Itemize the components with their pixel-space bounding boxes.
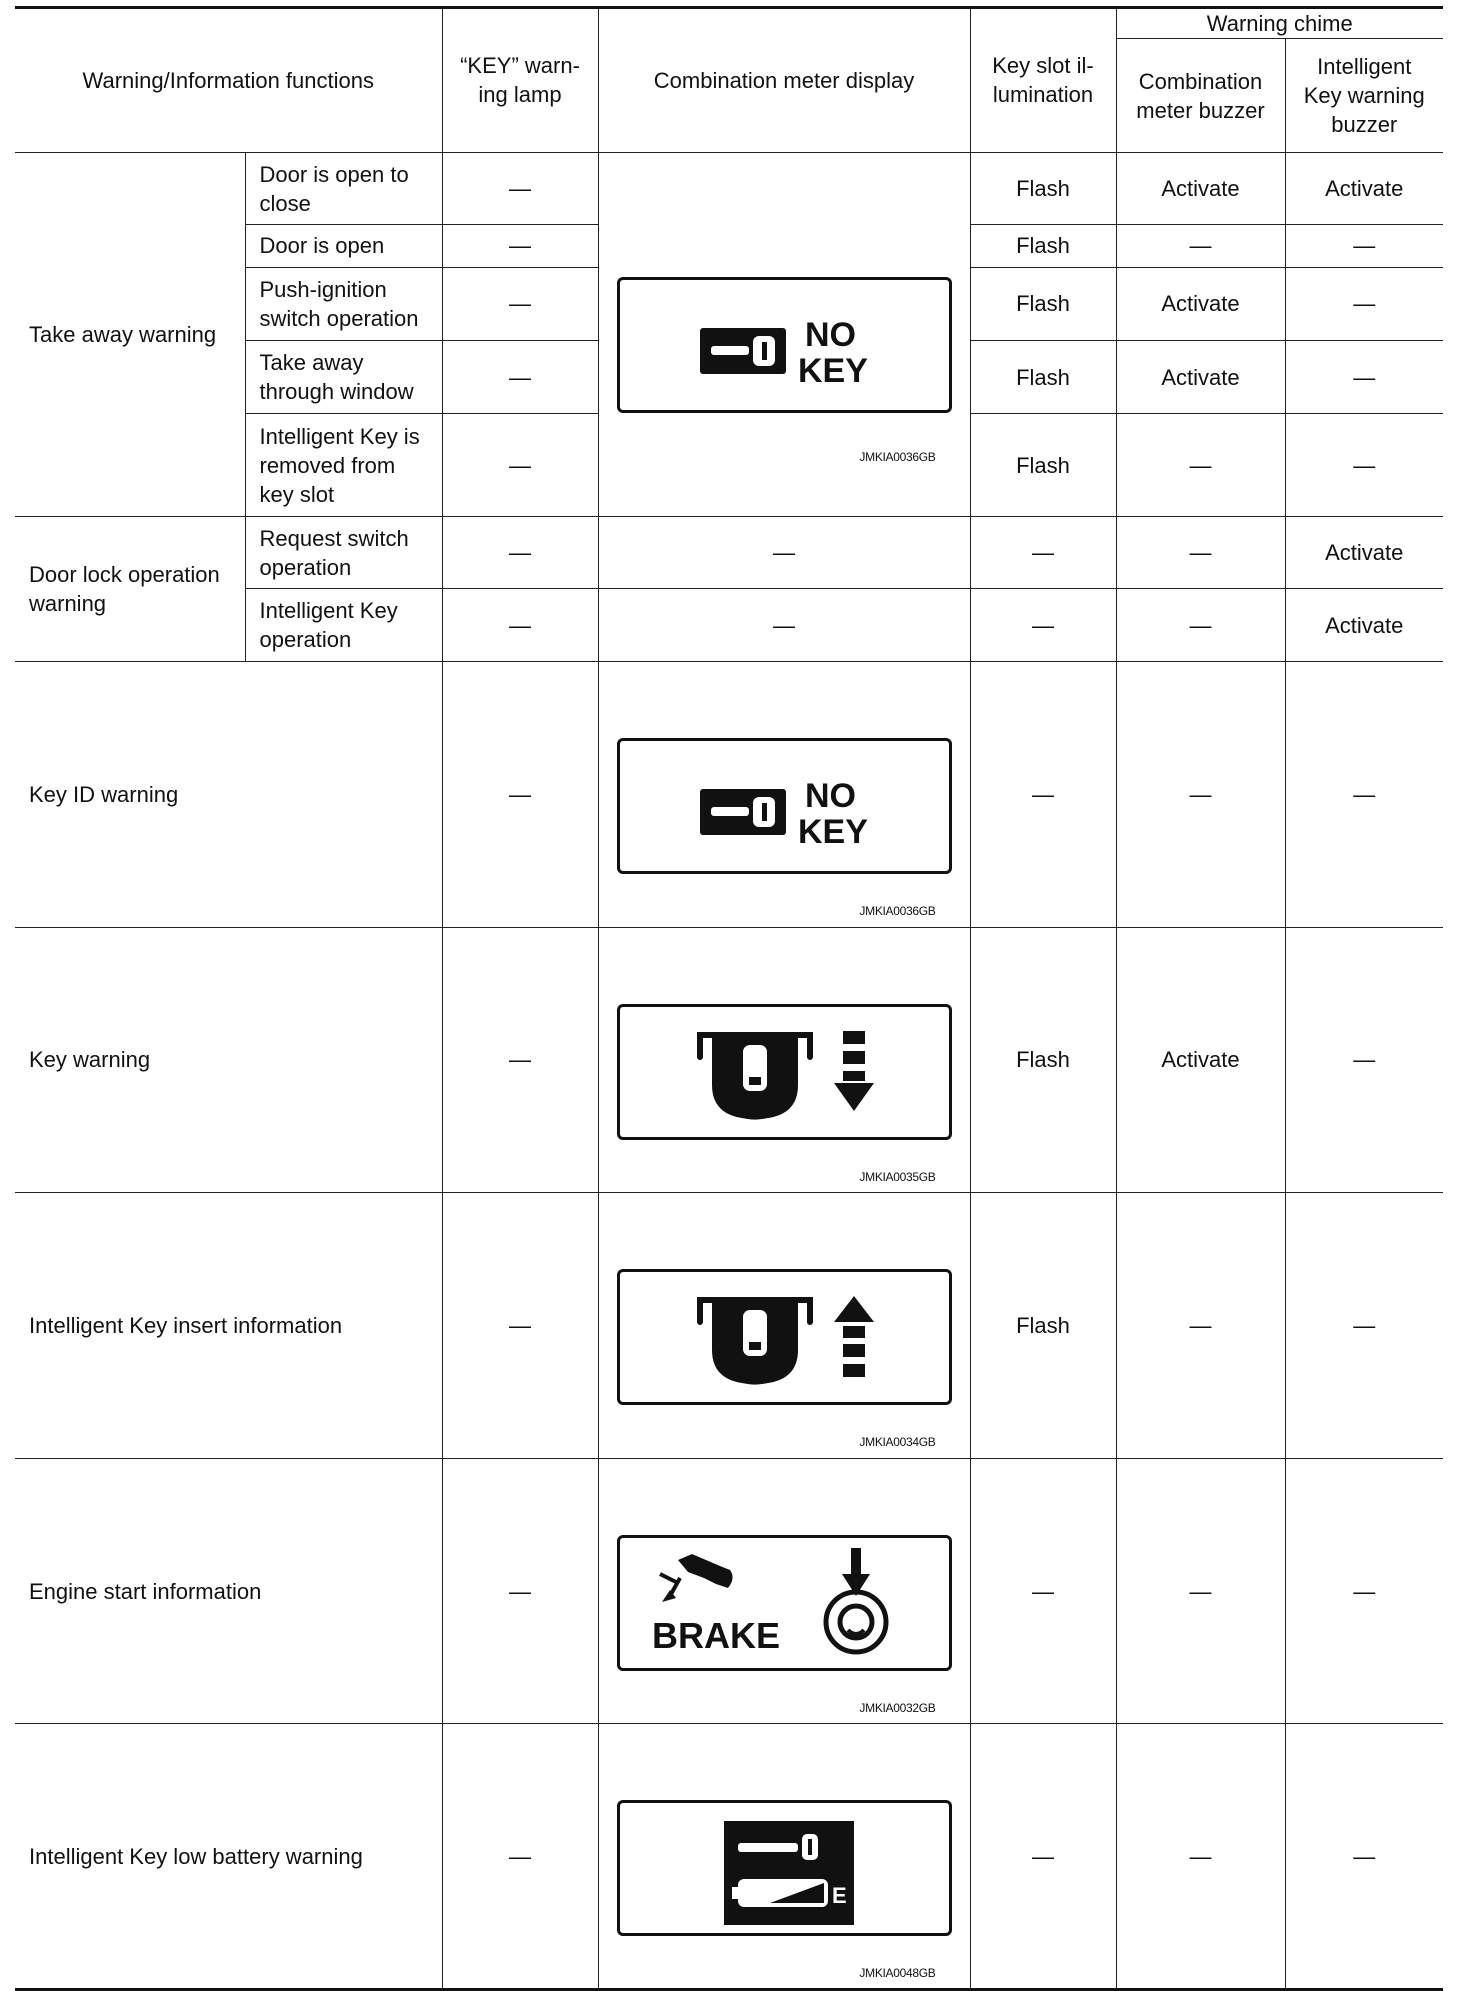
- ik-buzzer-cell: —: [1285, 267, 1443, 340]
- function-cell: Key warning: [15, 927, 442, 1193]
- lamp-cell: —: [442, 1458, 598, 1724]
- slot-cell: —: [970, 517, 1116, 589]
- table-row: [15, 661, 1443, 927]
- group-door-lock: Door lock operation warning: [15, 517, 245, 662]
- slot-cell: —: [970, 1724, 1116, 1990]
- table-row: [15, 1193, 1443, 1459]
- meter-buzzer-cell: —: [1116, 589, 1285, 661]
- header-key-lamp: “KEY” warn-ing lamp: [442, 8, 598, 153]
- no-key-icon: [620, 280, 949, 410]
- slot-cell: Flash: [970, 927, 1116, 1193]
- slot-cell: Flash: [970, 1193, 1116, 1459]
- figure-code: JMKIA0036GB: [859, 903, 936, 918]
- function-cell: Engine start information: [15, 1458, 442, 1724]
- meter-display-panel: [617, 277, 952, 413]
- brake-push-start-icon: [620, 1538, 949, 1668]
- display-cell: —: [598, 517, 970, 589]
- header-meter-buzzer: Combination meter buzzer: [1116, 39, 1285, 153]
- ik-buzzer-cell: Activate: [1285, 589, 1443, 661]
- key-insert-icon: [620, 1272, 949, 1402]
- ik-buzzer-cell: —: [1285, 1724, 1443, 1990]
- function-cell: Request switch operation: [245, 517, 442, 589]
- function-cell: Intelligent Key is removed from key slot: [245, 414, 442, 517]
- lamp-cell: —: [442, 1724, 598, 1990]
- power-button-icon: [826, 1592, 886, 1652]
- meter-display-panel: [617, 1269, 952, 1405]
- key-label: KEY: [797, 351, 868, 390]
- ik-buzzer-cell: —: [1285, 341, 1443, 414]
- meter-buzzer-cell: —: [1116, 225, 1285, 267]
- meter-display-panel: [617, 1004, 952, 1140]
- display-cell: [598, 1458, 970, 1724]
- table-row: [15, 517, 1443, 589]
- function-cell: Intelligent Key insert information: [15, 1193, 442, 1459]
- figure-code: JMKIA0034GB: [859, 1435, 936, 1450]
- slot-cell: —: [970, 661, 1116, 927]
- meter-buzzer-cell: Activate: [1116, 341, 1285, 414]
- lamp-cell: —: [442, 517, 598, 589]
- function-cell: Intelligent Key low battery warning: [15, 1724, 442, 1990]
- ik-buzzer-cell: —: [1285, 225, 1443, 267]
- slot-cell: Flash: [970, 341, 1116, 414]
- table-row: [15, 1458, 1443, 1724]
- function-cell: Take away through window: [245, 341, 442, 414]
- table-row: [15, 1724, 1443, 1990]
- display-cell: [598, 1193, 970, 1459]
- display-cell: [598, 927, 970, 1193]
- no-key-icon: [620, 741, 949, 871]
- lamp-cell: —: [442, 589, 598, 661]
- display-cell: —: [598, 589, 970, 661]
- header-key-slot: Key slot il-lumination: [970, 8, 1116, 153]
- meter-buzzer-cell: —: [1116, 414, 1285, 517]
- meter-display-panel: [617, 1535, 952, 1671]
- display-cell: [598, 661, 970, 927]
- ik-buzzer-cell: —: [1285, 927, 1443, 1193]
- lamp-cell: —: [442, 661, 598, 927]
- slot-cell: —: [970, 1458, 1116, 1724]
- meter-buzzer-cell: —: [1116, 517, 1285, 589]
- header-ik-buzzer: Intelligent Key warning buzzer: [1285, 39, 1443, 153]
- figure-code: JMKIA0035GB: [859, 1169, 936, 1184]
- key-low-battery-icon: [620, 1803, 949, 1933]
- table-row: [15, 152, 1443, 224]
- function-cell: Intelligent Key operation: [245, 589, 442, 661]
- meter-display-panel: [617, 738, 952, 874]
- key-label: KEY: [797, 812, 868, 851]
- ik-buzzer-cell: —: [1285, 1193, 1443, 1459]
- figure-code: JMKIA0036GB: [859, 449, 936, 464]
- meter-display-panel: [617, 1800, 952, 1936]
- figure-code: JMKIA0032GB: [859, 1700, 936, 1715]
- meter-buzzer-cell: —: [1116, 1724, 1285, 1990]
- lamp-cell: —: [442, 927, 598, 1193]
- display-cell: [598, 152, 970, 516]
- slot-cell: Flash: [970, 414, 1116, 517]
- slot-cell: Flash: [970, 267, 1116, 340]
- lamp-cell: —: [442, 267, 598, 340]
- warning-functions-table: [15, 6, 1443, 1991]
- function-cell: Door is open to close: [245, 152, 442, 224]
- slot-cell: Flash: [970, 225, 1116, 267]
- lamp-cell: —: [442, 341, 598, 414]
- function-cell: Key ID warning: [15, 661, 442, 927]
- ik-buzzer-cell: Activate: [1285, 517, 1443, 589]
- ik-buzzer-cell: —: [1285, 661, 1443, 927]
- meter-buzzer-cell: Activate: [1116, 927, 1285, 1193]
- brake-label: BRAKE: [651, 1614, 780, 1656]
- header-warning-chime: Warning chime: [1116, 8, 1443, 39]
- slot-cell: —: [970, 589, 1116, 661]
- ik-buzzer-cell: —: [1285, 414, 1443, 517]
- ik-buzzer-cell: Activate: [1285, 152, 1443, 224]
- display-cell: [598, 1724, 970, 1990]
- foot-icon: [678, 1554, 733, 1588]
- figure-code: JMKIA0048GB: [859, 1966, 936, 1981]
- table-row: [15, 927, 1443, 1193]
- header-functions: Warning/Information functions: [15, 8, 442, 153]
- no-label: NO: [804, 315, 856, 354]
- meter-buzzer-cell: —: [1116, 661, 1285, 927]
- lamp-cell: —: [442, 1193, 598, 1459]
- header-meter-display: Combination meter display: [598, 8, 970, 153]
- lamp-cell: —: [442, 225, 598, 267]
- function-cell: Push-ignition switch operation: [245, 267, 442, 340]
- meter-buzzer-cell: Activate: [1116, 152, 1285, 224]
- lamp-cell: —: [442, 152, 598, 224]
- ik-buzzer-cell: —: [1285, 1458, 1443, 1724]
- group-take-away: Take away warning: [15, 152, 245, 516]
- meter-buzzer-cell: —: [1116, 1193, 1285, 1459]
- meter-buzzer-cell: Activate: [1116, 267, 1285, 340]
- meter-buzzer-cell: —: [1116, 1458, 1285, 1724]
- key-remove-icon: [620, 1007, 949, 1137]
- no-label: NO: [804, 776, 856, 815]
- slot-cell: Flash: [970, 152, 1116, 224]
- function-cell: Door is open: [245, 225, 442, 267]
- battery-empty-label: E: [831, 1883, 847, 1909]
- lamp-cell: —: [442, 414, 598, 517]
